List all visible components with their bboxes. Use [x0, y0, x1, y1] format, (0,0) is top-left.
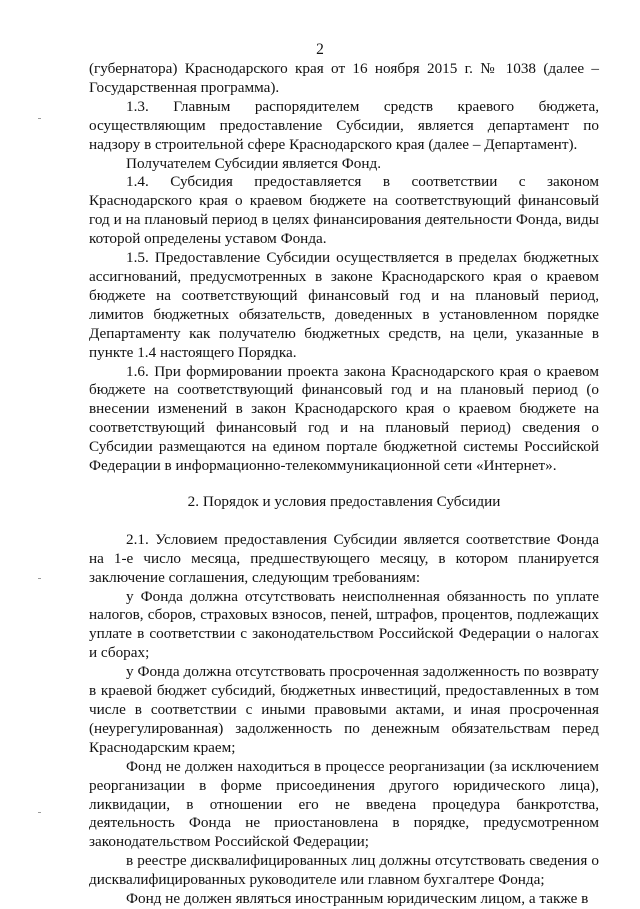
requirement-disqualified: в реестре дисквалифицированных лиц должны отсутствовать сведения о дисквалифицированных руководителе или главном бухгалтере Фонда;: [89, 852, 599, 889]
page-number: 2: [316, 41, 324, 58]
paragraph-recipient: Получателем Субсидии является Фонд.: [126, 154, 381, 172]
document-body: [89, 60, 599, 909]
scan-speck: [38, 578, 41, 579]
paragraph-2-1: 2.1. Условием предоставления Субсидии является соответствие Фонда на 1-е число месяца, предшествующего месяцу, в котором планируется заключение соглашения, следующим требованиям:: [89, 530, 599, 586]
section-heading: 2. Порядок и условия предоставления Субсидии: [187, 492, 501, 510]
scan-speck: [38, 118, 41, 119]
paragraph-continuation: (губернатора) Краснодарского края от 16 ноября 2015 г. № 1038 (далее – Государственная программа).: [89, 60, 599, 96]
paragraph-1-6: 1.6. При формировании проекта закона Краснодарского края о краевом бюджете на соответствующий финансовый год и на плановый период (о внесении изменений в закон Краснодарского края о краевом бюджете на соответствующий финансовый год и на плановый период) сведения о Субсидии размещаются на едином портале бюджетной системы Российской Федерации в информационно-телекоммуникационной сети «Интернет».: [89, 362, 599, 475]
requirement-foreign-entity: Фонд не должен являться иностранным юридическим лицом, а также в: [126, 890, 589, 908]
scan-speck: [38, 812, 41, 813]
requirement-taxes: у Фонда должна отсутствовать неисполненная обязанность по уплате налогов, сборов, страховых взносов, пеней, штрафов, процентов, подлежащих уплате в соответствии с законодательством Российской Федерации о налогах и сборах;: [89, 587, 599, 662]
paragraph-1-3: 1.3. Главным распорядителем средств краевого бюджета, осуществляющим предоставление Субсидии, является департамент по надзору в строительной сфере Краснодарского края (далее – Департамент).: [89, 97, 599, 153]
paragraph-1-4: 1.4. Субсидия предоставляется в соответствии с законом Краснодарского края о краевом бюджете на соответствующий финансовый год и на плановый период в целях финансирования деятельности Фонда, виды которой определены уставом Фонда.: [89, 173, 599, 248]
paragraph-1-5: 1.5. Предоставление Субсидии осуществляется в пределах бюджетных ассигнований, предусмотренных в законе Краснодарского края о краевом бюджете на соответствующий финансовый год и на плановый период, лимитов бюджетных обязательств, доведенных в установленном порядке Департаменту как получателю бюджетных средств, на цели, указанные в пункте 1.4 настоящего Порядка.: [89, 249, 599, 361]
requirement-reorganization: Фонд не должен находиться в процессе реорганизации (за исключением реорганизации в форме присоединения другого юридического лица), ликвидации, в отношении его не введена процедура банкротства, деятельность Фонда не приостановлена в порядке, предусмотренном законодательством Российской Федерации;: [89, 757, 599, 851]
requirement-overdue-debt: у Фонда должна отсутствовать просроченная задолженность по возврату в краевой бюджет субсидий, бюджетных инвестиций, предоставленных в том числе в соответствии с иными правовыми актами, и иная просроченная (неурегулированная) задолженность по денежным обязательствам перед Краснодарским краем;: [89, 663, 599, 756]
